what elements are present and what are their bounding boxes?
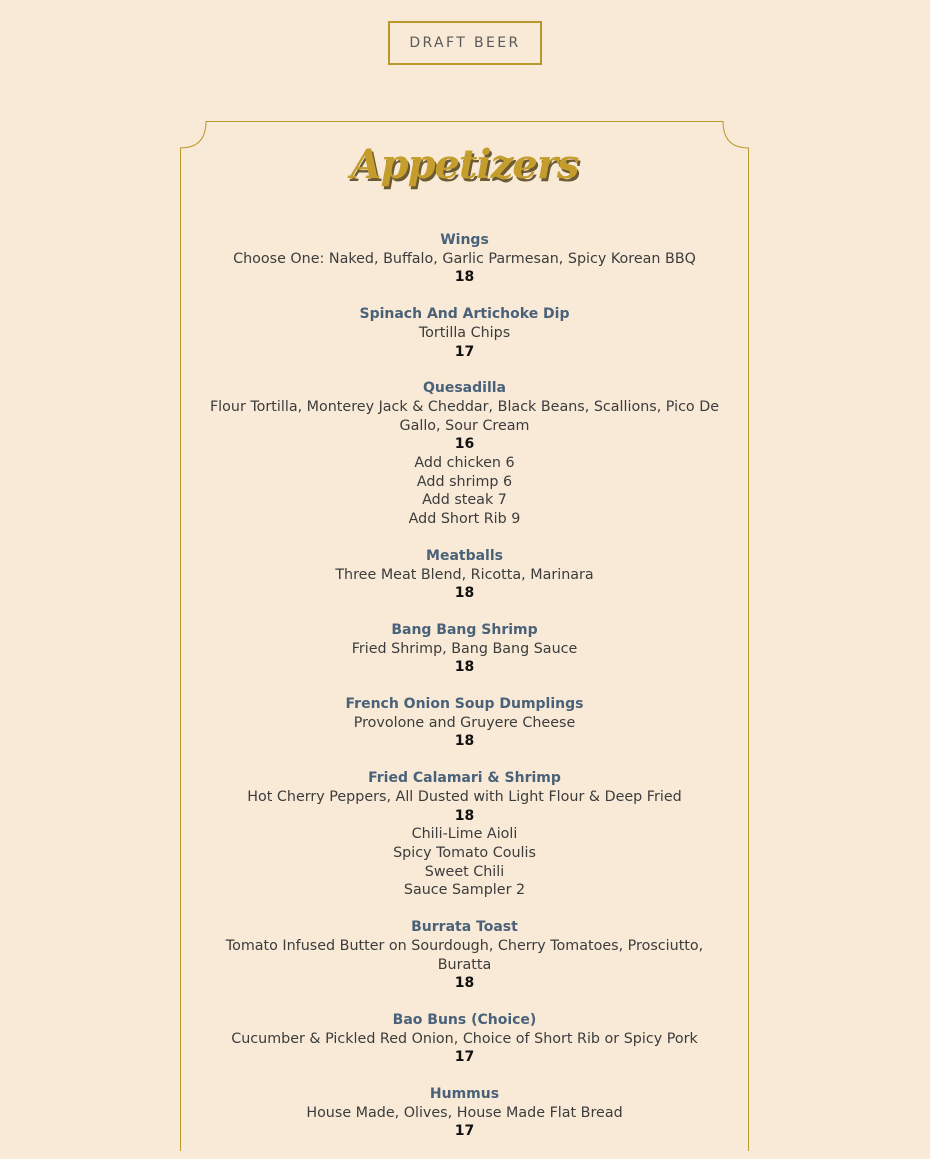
menu-item-price: 18 [454,807,475,824]
menu-item-name: Spinach And Artichoke Dip [359,306,570,323]
menu-item-description: Three Meat Blend, Ricotta, Marinara [335,566,594,583]
menu-item [200,547,729,603]
menu-item-description: Provolone and Gruyere Cheese [353,714,576,731]
menu-item [200,1085,729,1141]
menu-item-name: Meatballs [426,547,503,564]
menu-item-description: Tortilla Chips [418,324,511,341]
menu-item-addon: Add steak 7 [422,492,507,509]
menu-item-addon: Spicy Tomato Coulis [393,844,536,861]
menu-item-description: Hot Cherry Peppers, All Dusted with Light Flour & Deep Fried [247,788,682,805]
menu-item [200,918,729,993]
menu-item-name: Fried Calamari & Shrimp [368,770,561,787]
menu-item-price: 17 [454,1123,475,1140]
menu-item-addon: Add shrimp 6 [416,473,513,490]
menu-item [200,769,729,900]
menu-item-addon: Chili-Lime Aioli [411,826,518,843]
menu-item-addon: Sauce Sampler 2 [403,882,526,899]
menu-item-price: 18 [454,733,475,750]
menu-section-frame [180,121,749,1151]
menu-item-price: 17 [454,1049,475,1066]
menu-items-list [200,231,729,1159]
menu-item-name: Bang Bang Shrimp [391,621,538,638]
menu-item-name: Bao Buns (Choice) [392,1011,537,1028]
menu-item [200,695,729,751]
menu-item-description: Tomato Infused Butter on Sourdough, Cherry Tomatoes, Prosciutto, Buratta [225,937,704,973]
menu-item [200,1011,729,1067]
menu-item-addon: Add Short Rib 9 [408,511,521,528]
menu-item [200,231,729,287]
menu-item-price: 18 [454,585,475,602]
menu-item [200,379,729,529]
menu-item-addon: Sweet Chili [424,863,505,880]
section-title: Appetizers [350,141,579,188]
menu-item-name: Hummus [429,1086,500,1103]
menu-item-name: Quesadilla [422,380,506,397]
menu-item-name: Burrata Toast [411,919,518,936]
menu-item-description: Fried Shrimp, Bang Bang Sauce [351,640,578,657]
menu-item-price: 18 [454,975,475,992]
menu-item-price: 16 [454,436,475,453]
menu-item-description: Choose One: Naked, Buffalo, Garlic Parmesan, Spicy Korean BBQ [233,250,696,267]
menu-item [200,621,729,677]
menu-item-name: French Onion Soup Dumplings [345,696,584,713]
menu-item-addon: Add chicken 6 [414,455,515,472]
menu-item-description: Flour Tortilla, Monterey Jack & Cheddar, Black Beans, Scallions, Pico De Gallo, Sour Cream [209,398,720,434]
menu-item-description: House Made, Olives, House Made Flat Bread [306,1104,623,1121]
draft-beer-button[interactable]: DRAFT BEER [388,21,542,65]
menu-item-price: 18 [454,269,475,286]
menu-item-price: 18 [454,659,475,676]
menu-item-price: 17 [454,343,475,360]
menu-item [200,305,729,361]
menu-item-name: Wings [440,232,489,248]
top-tab-bar [0,0,930,4]
menu-item-description: Cucumber & Pickled Red Onion, Choice of Short Rib or Spicy Pork [231,1030,698,1047]
